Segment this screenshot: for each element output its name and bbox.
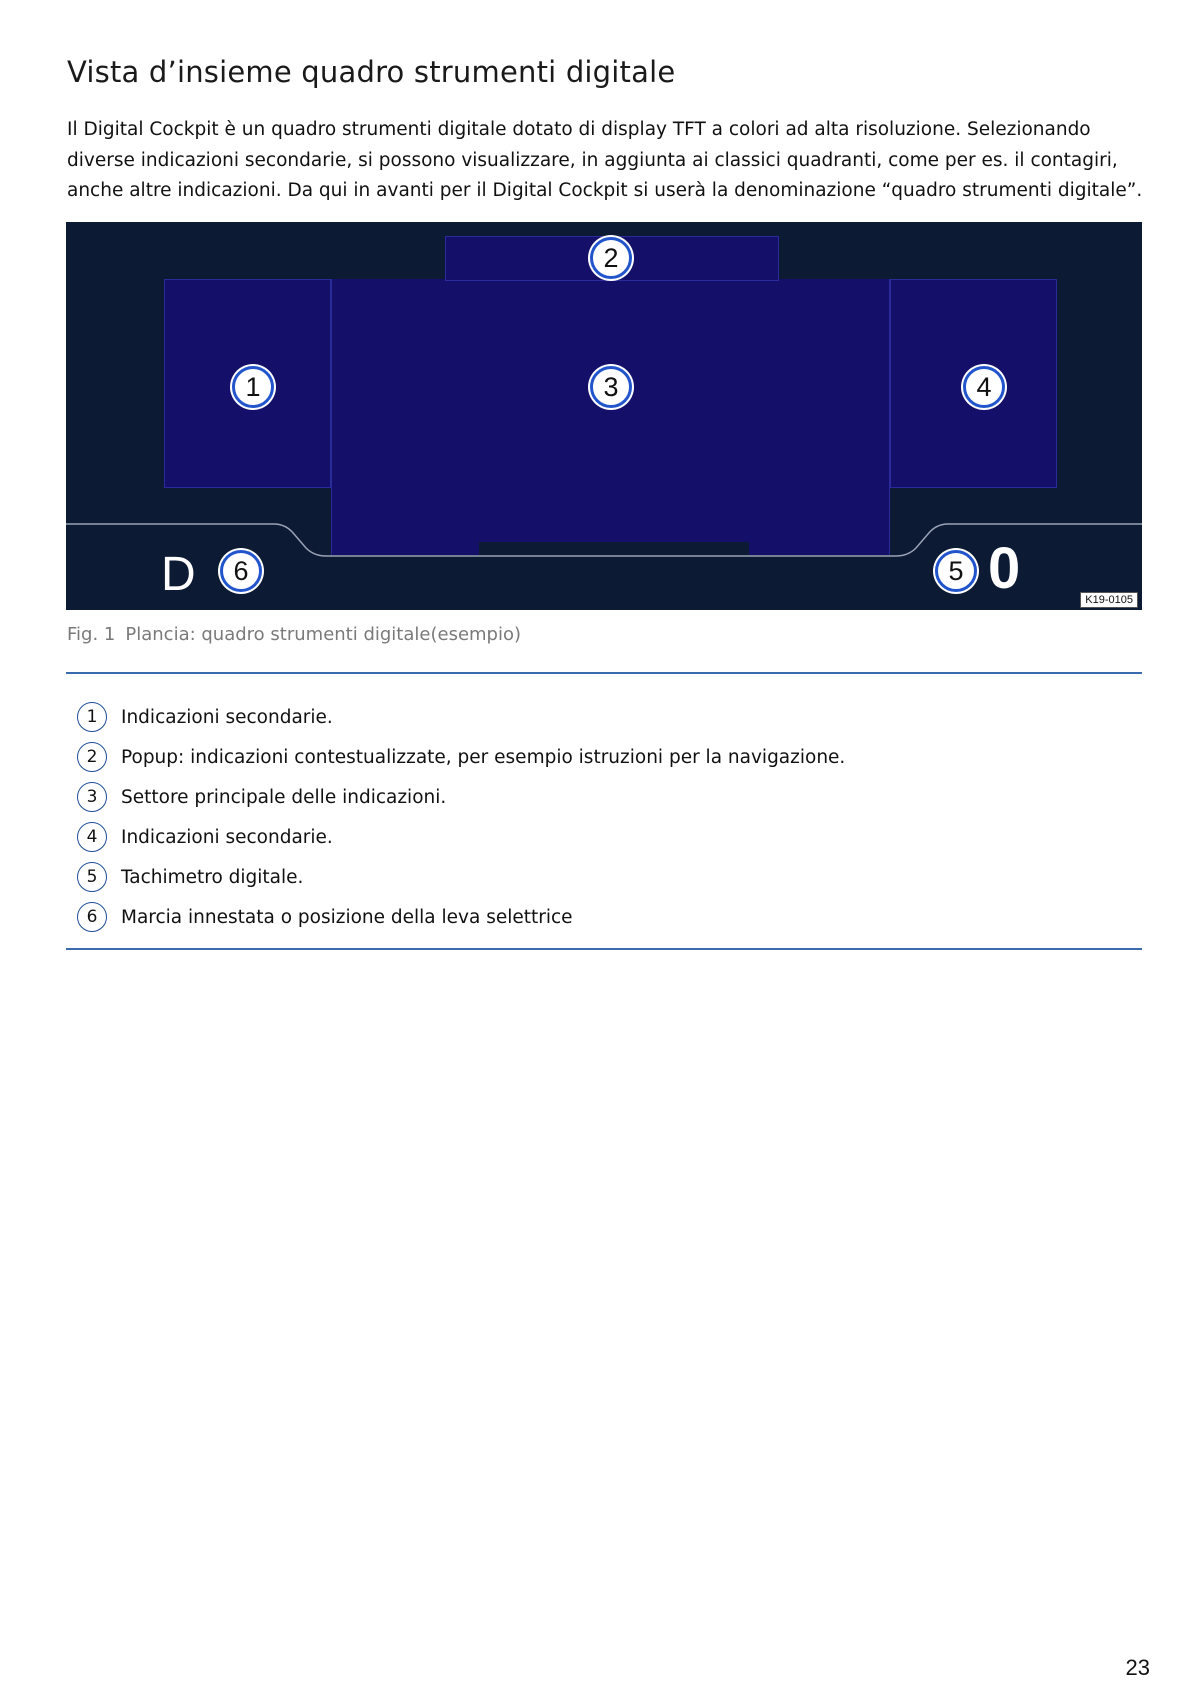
legend-item (77, 697, 845, 737)
legend-item (77, 857, 845, 897)
callout-1: 1 (232, 366, 274, 408)
legend-number: 6 (77, 902, 107, 932)
legend-item (77, 897, 845, 937)
callout-4: 4 (963, 366, 1005, 408)
legend-text: Settore principale delle indicazioni. (121, 786, 447, 808)
legend-text: Indicazioni secondarie. (121, 826, 333, 848)
legend-text: Indicazioni secondarie. (121, 706, 333, 728)
legend-item (77, 817, 845, 857)
legend-number: 5 (77, 862, 107, 892)
gear-indicator: D (161, 548, 196, 601)
legend-number: 1 (77, 702, 107, 732)
callout-2: 2 (590, 237, 632, 279)
legend-text: Popup: indicazioni contestualizzate, per esempio istruzioni per la navigazione. (121, 746, 846, 768)
figure-number: Fig. 1 (67, 624, 116, 645)
legend-number: 4 (77, 822, 107, 852)
legend-item (77, 777, 845, 817)
figure-code: K19-0105 (1080, 592, 1138, 608)
legend-text: Marcia innestata o posizione della leva selettrice (121, 906, 573, 928)
divider-bottom (66, 948, 1142, 950)
callout-6: 6 (220, 550, 262, 592)
cockpit-outline (66, 222, 1142, 610)
legend-list (77, 697, 845, 937)
legend-number: 3 (77, 782, 107, 812)
callout-5: 5 (935, 550, 977, 592)
divider-top (66, 672, 1142, 674)
figure-caption-text: Plancia: quadro strumenti digitale(esempio) (125, 624, 522, 645)
page-title: Vista d’insieme quadro strumenti digitale (67, 55, 676, 89)
speed-readout: 0 (988, 536, 1021, 601)
legend-number: 2 (77, 742, 107, 772)
legend-item (77, 737, 845, 777)
cockpit-figure (66, 222, 1142, 610)
figure-caption (67, 624, 521, 645)
callout-3: 3 (590, 366, 632, 408)
intro-paragraph: Il Digital Cockpit è un quadro strumenti digitale dotato di display TFT a colori ad alta risoluzione. Selezionando diverse indicazioni secondarie, si possono visualizzare, in aggiunta ai classici quadranti, come per es. il contagiri, anche altre indicazioni. Da qui in avanti per il Digital Cockpit si userà la denominazione “quadro strumenti digitale”. (67, 119, 1143, 201)
legend-text: Tachimetro digitale. (121, 866, 304, 888)
page-number: 23 (1125, 1655, 1150, 1680)
